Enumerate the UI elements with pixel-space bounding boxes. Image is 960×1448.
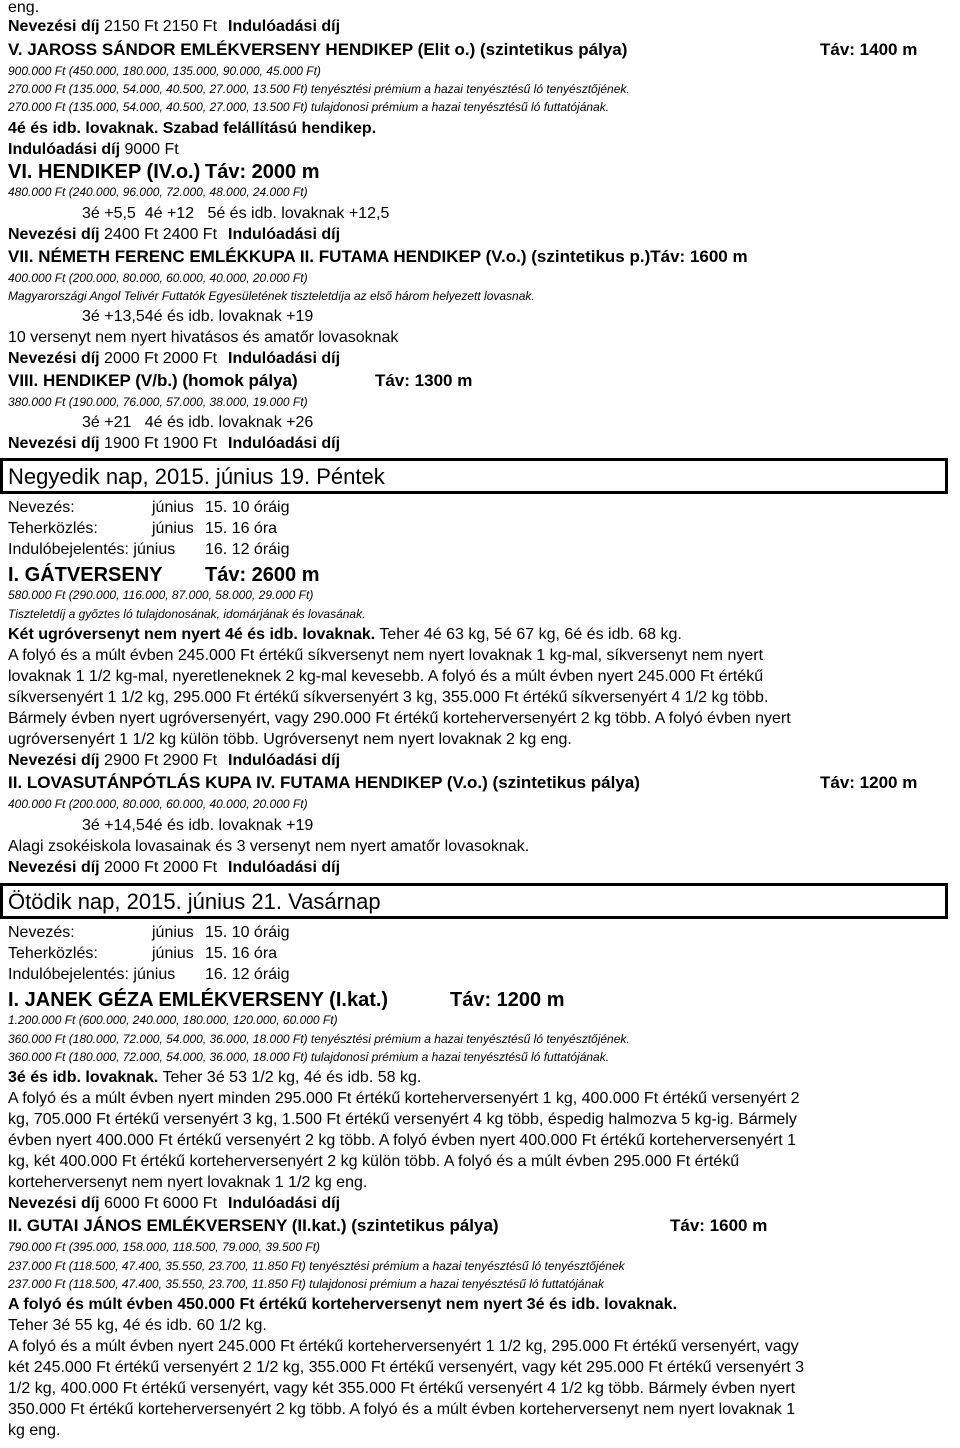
text-segment: Táv: 2000 m (205, 161, 320, 183)
text-line (8, 1318, 267, 1334)
text-segment: 480.000 Ft (240.000, 96.000, 72.000, 48.000, 24.000 Ft) (8, 185, 308, 199)
text-segment: 580.000 Ft (290.000, 116.000, 87.000, 58.000, 29.000 Ft) (8, 588, 314, 602)
text-segment: korteherversenyt nem nyert lovaknak 1 1/2 kg eng. (8, 1174, 368, 1191)
day-title: Negyedik nap, 2015. június 19. Péntek (8, 464, 385, 489)
text-line (8, 1195, 341, 1212)
text-segment: 15. 16 óra (205, 520, 278, 537)
text-segment: Táv: 1400 m (820, 40, 918, 59)
text-segment: június (152, 520, 194, 537)
text-segment: 1900 Ft (158, 435, 218, 452)
text-segment: A folyó és a múlt évben 245.000 Ft értékű síkversenyt nem nyert lovaknak 1 kg-mal, síkversenyt nem nyert (8, 647, 764, 664)
text-segment: 6000 Ft (99, 1195, 159, 1212)
text-line (8, 989, 565, 1011)
text-line (8, 1133, 796, 1149)
text-segment: I. GÁTVERSENY (8, 564, 163, 586)
text-line (8, 435, 341, 452)
text-line (8, 669, 763, 685)
text-line (8, 1381, 795, 1397)
text-segment: 10 versenyt nem nyert hivatásos és amatőr lovasoknak (8, 329, 399, 346)
text-segment: Nevezés: (8, 499, 75, 516)
text-line (8, 101, 609, 113)
text-line (8, 798, 308, 810)
text-segment: 1900 Ft (99, 435, 159, 452)
text-line (8, 1051, 609, 1063)
text-segment: II. LOVASUTÁNPÓTLÁS KUPA IV. FUTAMA HENDIKEP (V.o.) (szintetikus pálya) (8, 773, 640, 792)
text-segment: 237.000 Ft (118.500, 47.400, 35.550, 23.700, 11.850 Ft) tenyésztési prémium a hazai tenyésztésű ló tenyésztőjének (8, 1259, 625, 1273)
text-line (8, 752, 341, 769)
text-segment: II. GUTAI JÁNOS EMLÉKVERSENY (II.kat.) (szintetikus pálya) (8, 1216, 499, 1235)
text-segment: 15. 10 óráig (205, 924, 290, 941)
text-segment: 1/2 kg, 400.000 Ft értékű versenyért, vagy két 355.000 Ft értékű versenyért 4 1/2 kg több. Bármely évben nyert (8, 1380, 796, 1397)
text-segment: 4é és idb. lovaknak. Szabad felállítású hendikep. (8, 120, 377, 137)
text-segment: Indulóadási díj (228, 752, 341, 769)
text-segment: 237.000 Ft (118.500, 47.400, 35.550, 23.700, 11.850 Ft) tulajdonosi prémium a hazai tenyésztésű ló futtatójának (8, 1277, 604, 1291)
text-line (8, 589, 313, 601)
text-line (8, 1070, 421, 1086)
text-line (8, 1033, 630, 1045)
text-line (8, 924, 290, 941)
text-segment: Nevezési díj (8, 752, 100, 769)
text-line (8, 1297, 677, 1313)
text-segment: Teher 3é 55 kg, 4é és idb. 60 1/2 kg. (8, 1317, 267, 1334)
text-segment: 3é +13,54é és idb. lovaknak +19 (82, 308, 314, 325)
text-line (8, 1423, 60, 1439)
text-segment: Indulóadási díj (228, 435, 341, 452)
text-line (8, 945, 278, 962)
text-line (8, 1014, 338, 1026)
text-segment: eng. (8, 0, 40, 16)
text-segment: Indulóadási díj (228, 350, 341, 367)
text-line (8, 648, 763, 664)
text-segment: Nevezési díj (8, 226, 100, 243)
text-segment: Teher 3é 53 1/2 kg, 4é és idb. 58 kg. (158, 1069, 422, 1086)
text-line (8, 773, 918, 792)
text-segment: 2000 Ft (158, 350, 218, 367)
text-segment: évben nyert 400.000 Ft értékű versenyért 2 kg több. A folyó évben nyert 400.000 Ft értékű korteherversenyért 1 (8, 1132, 797, 1149)
text-segment: 790.000 Ft (395.000, 158.000, 118.500, 79.000, 39.500 Ft) (8, 1240, 321, 1254)
text-segment: június (152, 499, 194, 516)
text-line (8, 1216, 768, 1235)
text-line (8, 966, 290, 983)
text-line (82, 818, 313, 834)
text-segment: Táv: 1600 m (670, 1216, 768, 1235)
text-segment: Nevezés: (8, 924, 75, 941)
text-line (8, 859, 341, 876)
text-line (8, 121, 376, 137)
text-segment: Indulóadási díj (228, 1195, 341, 1212)
text-line (8, 248, 748, 265)
text-segment: Tiszteletdíj a győztes ló tulajdonosának, idomárjának és lovasának. (8, 607, 366, 621)
text-segment: Indulóadási díj (8, 141, 121, 158)
text-segment: Nevezési díj (8, 435, 100, 452)
text-segment: 2900 Ft (99, 752, 159, 769)
text-line (8, 1278, 604, 1290)
text-line (8, 499, 290, 516)
text-segment: kg, 705.000 Ft értékű versenyért 3 kg, 1.500 Ft értékű versenyért 4 kg több, éspedig halmozva 5 kg-ig. Bármely (8, 1111, 797, 1128)
text-line (8, 371, 473, 390)
text-line (8, 65, 321, 77)
text-segment: A folyó és a múlt évben nyert 245.000 Ft értékű korteherversenyért 1 1/2 kg, 295.000 Ft értékű versenyért, vagy (8, 1338, 799, 1355)
text-segment: 16. 12 óráig (205, 541, 290, 558)
text-line (8, 520, 278, 537)
text-line (8, 396, 308, 408)
text-segment: 2000 Ft (99, 859, 159, 876)
text-line (8, 1154, 739, 1170)
text-segment: Táv: 1200 m (820, 773, 918, 792)
text-segment: Indulóadási díj (228, 18, 341, 35)
text-line (8, 564, 320, 586)
text-segment: A folyó és múlt évben 450.000 Ft értékű korteherversenyt nem nyert 3é és idb. lovaknak. (8, 1296, 678, 1313)
text-line (8, 1260, 625, 1272)
text-line (8, 18, 341, 35)
text-line (8, 142, 179, 158)
text-segment: 350.000 Ft értékű korteherversenyért 2 kg több. A folyó és a múlt évben korteherversenyt nem nyert lovaknak 1 (8, 1401, 796, 1418)
text-segment: Nevezési díj (8, 350, 100, 367)
text-segment: Bármely évben nyert ugróversenyért, vagy 290.000 Ft értékű korteherversenyért 2 kg több. A folyó évben nyert (8, 710, 791, 727)
text-line (8, 290, 535, 302)
text-segment: 360.000 Ft (180.000, 72.000, 54.000, 36.000, 18.000 Ft) tulajdonosi prémium a hazai tenyésztésű ló futtatójának. (8, 1050, 610, 1064)
text-line (8, 627, 682, 643)
text-segment: 2900 Ft (158, 752, 218, 769)
text-line (82, 309, 313, 325)
text-segment: 2400 Ft (99, 226, 159, 243)
text-segment: 2150 Ft (158, 18, 218, 35)
text-line (8, 541, 290, 558)
text-segment: ugróversenyért 1 1/2 kg külön több. Ugróversenyt nem nyert lovaknak 2 kg eng. (8, 731, 572, 748)
text-line (8, 40, 918, 59)
text-segment: 16. 12 óráig (205, 966, 290, 983)
text-line (8, 272, 308, 284)
text-segment: június (152, 945, 194, 962)
text-segment: 9000 Ft (120, 141, 179, 158)
text-segment: 3é +5,5 4é +12 5é és idb. lovaknak +12,5 (82, 205, 390, 222)
text-line (8, 83, 630, 95)
text-segment: 1.200.000 Ft (600.000, 240.000, 180.000, 120.000, 60.000 Ft) (8, 1013, 338, 1027)
text-segment: Táv: 1200 m (450, 989, 565, 1011)
text-line (8, 1112, 797, 1128)
text-segment: 400.000 Ft (200.000, 80.000, 60.000, 40.000, 20.000 Ft) (8, 797, 308, 811)
text-line (8, 1360, 804, 1376)
text-segment: Teher 4é 63 kg, 5é 67 kg, 6é és idb. 68 kg. (375, 626, 682, 643)
text-line (8, 711, 791, 727)
text-segment: V. JAROSS SÁNDOR EMLÉKVERSENY HENDIKEP (Elit o.) (szintetikus pálya) (8, 40, 628, 59)
text-line (8, 186, 308, 198)
text-segment: 3é és idb. lovaknak. (8, 1069, 159, 1086)
text-segment: VI. HENDIKEP (IV.o.) (8, 161, 201, 183)
text-segment: kg eng. (8, 1422, 61, 1439)
text-segment: Indulóadási díj (228, 859, 341, 876)
text-segment: 2000 Ft (158, 859, 218, 876)
text-segment: Indulóbejelentés: június (8, 966, 176, 983)
text-segment: Teherközlés: (8, 520, 98, 537)
text-line (8, 0, 39, 16)
text-segment: VII. NÉMETH FERENC EMLÉKKUPA II. FUTAMA HENDIKEP (V.o.) (szintetikus p.)Táv: 1600 m (8, 247, 748, 266)
text-line (8, 1175, 367, 1191)
text-line (8, 1402, 795, 1418)
text-segment: 270.000 Ft (135.000, 54.000, 40.500, 27.000, 13.500 Ft) tulajdonosi prémium a hazai tenyésztésű ló futtatójának. (8, 100, 610, 114)
text-segment: kg, két 400.000 Ft értékű korteherversenyért 2 kg külön több. A folyó és a múlt évben 295.000 Ft értékű (8, 1153, 740, 1170)
text-segment: I. JANEK GÉZA EMLÉKVERSENY (I.kat.) (8, 989, 389, 1011)
text-segment: Magyarországi Angol Telivér Futtatók Egyesületének tiszteletdíja az első három helyezett lovasnak. (8, 289, 535, 303)
text-segment: Nevezési díj (8, 859, 100, 876)
text-segment: Indulóadási díj (228, 226, 341, 243)
text-segment: 2400 Ft (158, 226, 218, 243)
text-segment: lovaknak 1 1/2 kg-mal, nyeretleneknek 2 kg-mal kevesebb. A folyó és a múlt évben nyert 245.000 Ft értékű (8, 668, 764, 685)
text-segment: 3é +21 4é és idb. lovaknak +26 (82, 414, 314, 431)
text-segment: Táv: 1300 m (375, 371, 473, 390)
text-line (8, 839, 529, 855)
text-segment: Nevezési díj (8, 18, 100, 35)
text-segment: Két ugróversenyt nem nyert 4é és idb. lovaknak. (8, 626, 376, 643)
text-line (8, 608, 365, 620)
text-segment: 2150 Ft (99, 18, 159, 35)
text-line (8, 732, 572, 748)
text-segment: 3é +14,54é és idb. lovaknak +19 (82, 817, 314, 834)
text-line (8, 226, 341, 243)
text-line (8, 1339, 799, 1355)
text-segment: 270.000 Ft (135.000, 54.000, 40.500, 27.000, 13.500 Ft) tenyésztési prémium a hazai tenyésztésű ló tenyésztőjének. (8, 82, 630, 96)
text-segment: 380.000 Ft (190.000, 76.000, 57.000, 38.000, 19.000 Ft) (8, 395, 308, 409)
text-segment: 15. 16 óra (205, 945, 278, 962)
text-line (8, 1091, 800, 1107)
text-segment: 400.000 Ft (200.000, 80.000, 60.000, 40.000, 20.000 Ft) (8, 271, 308, 285)
text-line (8, 350, 341, 367)
text-segment: 360.000 Ft (180.000, 72.000, 54.000, 36.000, 18.000 Ft) tenyésztési prémium a hazai tenyésztésű ló tenyésztőjének. (8, 1032, 630, 1046)
text-segment: 15. 10 óráig (205, 499, 290, 516)
text-segment: június (152, 924, 194, 941)
text-line (82, 206, 389, 222)
text-line (8, 161, 320, 183)
text-segment: két 245.000 Ft értékű versenyért 2 1/2 kg, 355.000 Ft értékű versenyért, vagy két 295.000 Ft értékű versenyért 3 (8, 1359, 804, 1376)
text-line (8, 330, 398, 346)
text-segment: VIII. HENDIKEP (V/b.) (homok pálya) (8, 371, 298, 390)
text-segment: Indulóbejelentés: június (8, 541, 176, 558)
text-segment: síkversenyért 1 1/2 kg, 295.000 Ft értékű síkversenyért 3 kg, 355.000 Ft értékű síkversenyért 4 1/2 kg több. (8, 689, 769, 706)
text-segment: 2000 Ft (99, 350, 159, 367)
text-segment: A folyó és a múlt évben nyert minden 295.000 Ft értékű korteherversenyért 1 kg, 400.000 Ft értékű versenyért 2 (8, 1090, 800, 1107)
text-segment: Alagi zsokéiskola lovasainak és 3 versenyt nem nyert amatőr lovasoknak. (8, 838, 530, 855)
text-segment: 900.000 Ft (450.000, 180.000, 135.000, 90.000, 45.000 Ft) (8, 64, 321, 78)
text-line (8, 690, 768, 706)
text-line (82, 415, 313, 431)
text-segment: Táv: 2600 m (205, 564, 320, 586)
text-segment: 6000 Ft (158, 1195, 218, 1212)
day-title: Ötödik nap, 2015. június 21. Vasárnap (8, 889, 381, 914)
text-line (8, 1241, 320, 1253)
text-segment: Nevezési díj (8, 1195, 100, 1212)
text-segment: Teherközlés: (8, 945, 98, 962)
